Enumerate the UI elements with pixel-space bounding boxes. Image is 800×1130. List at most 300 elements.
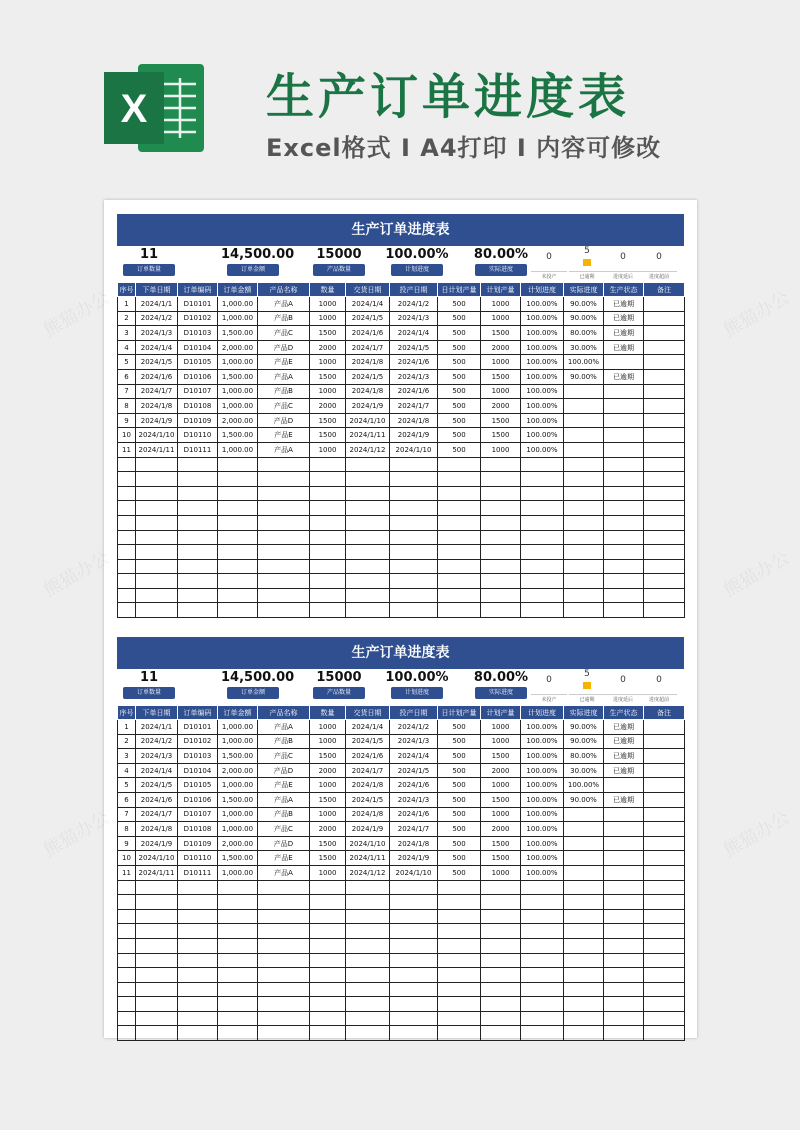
empty-cell[interactable] [604,880,644,895]
empty-cell[interactable] [218,574,258,589]
table-cell[interactable]: 2024/1/4 [136,340,178,355]
empty-cell[interactable] [564,880,604,895]
table-cell[interactable]: 7 [118,384,136,399]
table-cell[interactable]: 2024/1/5 [136,355,178,370]
empty-cell[interactable] [178,501,218,516]
table-cell[interactable]: 90.00% [564,792,604,807]
empty-cell[interactable] [481,457,521,472]
empty-cell[interactable] [521,880,564,895]
table-cell[interactable] [644,778,685,793]
empty-cell[interactable] [521,997,564,1012]
table-cell[interactable]: 1,000.00 [218,442,258,457]
empty-cell[interactable] [604,515,644,530]
table-cell[interactable]: D10105 [178,778,218,793]
table-cell[interactable] [564,865,604,880]
empty-cell[interactable] [310,1026,346,1041]
empty-cell[interactable] [438,545,481,560]
table-cell[interactable]: 5 [118,355,136,370]
empty-cell[interactable] [136,588,178,603]
empty-cell[interactable] [310,472,346,487]
empty-cell[interactable] [258,588,310,603]
table-cell[interactable] [604,822,644,837]
empty-cell[interactable] [438,1026,481,1041]
table-cell[interactable]: 2024/1/7 [136,807,178,822]
table-cell[interactable]: 100.00% [521,836,564,851]
table-cell[interactable]: 100.00% [521,297,564,312]
table-cell[interactable]: 1500 [481,792,521,807]
empty-cell[interactable] [438,515,481,530]
empty-cell[interactable] [310,895,346,910]
table-cell[interactable]: 8 [118,822,136,837]
table-cell[interactable]: 500 [438,413,481,428]
empty-cell[interactable] [258,486,310,501]
empty-cell[interactable] [178,1011,218,1026]
empty-cell[interactable] [564,457,604,472]
empty-cell[interactable] [564,909,604,924]
table-cell[interactable] [604,428,644,443]
table-cell[interactable]: 500 [438,792,481,807]
empty-cell[interactable] [118,603,136,618]
table-cell[interactable]: 1000 [481,355,521,370]
empty-cell[interactable] [481,486,521,501]
table-cell[interactable]: 500 [438,720,481,735]
table-cell[interactable]: 1000 [481,778,521,793]
empty-cell[interactable] [136,1011,178,1026]
empty-cell[interactable] [136,880,178,895]
empty-cell[interactable] [644,486,685,501]
empty-cell[interactable] [118,530,136,545]
table-cell[interactable]: 1500 [310,851,346,866]
table-cell[interactable]: D10108 [178,822,218,837]
table-cell[interactable]: D10101 [178,297,218,312]
table-cell[interactable]: 500 [438,428,481,443]
table-cell[interactable]: 产品B [258,384,310,399]
table-cell[interactable]: 500 [438,836,481,851]
empty-cell[interactable] [178,968,218,983]
table-cell[interactable] [644,763,685,778]
empty-cell[interactable] [604,982,644,997]
empty-cell[interactable] [604,953,644,968]
table-cell[interactable]: 2024/1/7 [346,340,390,355]
table-cell[interactable]: 2024/1/4 [390,326,438,341]
empty-cell[interactable] [604,924,644,939]
empty-cell[interactable] [644,895,685,910]
table-cell[interactable]: 1500 [481,749,521,764]
table-cell[interactable]: D10103 [178,749,218,764]
table-cell[interactable]: 2 [118,311,136,326]
empty-cell[interactable] [390,895,438,910]
table-cell[interactable]: 100.00% [521,413,564,428]
table-cell[interactable]: 2024/1/4 [390,749,438,764]
table-cell[interactable]: 1000 [310,297,346,312]
table-cell[interactable] [564,836,604,851]
empty-cell[interactable] [178,880,218,895]
table-cell[interactable]: 产品C [258,326,310,341]
empty-cell[interactable] [178,1026,218,1041]
empty-cell[interactable] [118,997,136,1012]
table-cell[interactable]: 2024/1/6 [346,326,390,341]
empty-cell[interactable] [136,982,178,997]
empty-cell[interactable] [310,880,346,895]
table-cell[interactable]: 500 [438,822,481,837]
empty-cell[interactable] [118,501,136,516]
empty-cell[interactable] [310,924,346,939]
empty-cell[interactable] [136,530,178,545]
table-cell[interactable]: 100.00% [521,340,564,355]
empty-cell[interactable] [258,472,310,487]
table-cell[interactable] [604,442,644,457]
table-cell[interactable] [644,749,685,764]
empty-cell[interactable] [644,588,685,603]
table-cell[interactable]: 6 [118,369,136,384]
empty-cell[interactable] [438,486,481,501]
empty-cell[interactable] [564,938,604,953]
table-cell[interactable]: 1000 [481,807,521,822]
table-cell[interactable]: 500 [438,734,481,749]
table-cell[interactable]: 2,000.00 [218,413,258,428]
empty-cell[interactable] [310,588,346,603]
table-cell[interactable]: 500 [438,442,481,457]
table-cell[interactable]: 2024/1/11 [136,865,178,880]
empty-cell[interactable] [218,982,258,997]
table-cell[interactable]: 2024/1/9 [390,428,438,443]
table-cell[interactable] [644,807,685,822]
table-cell[interactable]: 2024/1/3 [390,734,438,749]
table-cell[interactable]: 1500 [481,428,521,443]
table-cell[interactable]: D10109 [178,413,218,428]
table-cell[interactable]: 4 [118,340,136,355]
table-cell[interactable]: 2024/1/12 [346,865,390,880]
empty-cell[interactable] [218,559,258,574]
table-cell[interactable]: 5 [118,778,136,793]
empty-cell[interactable] [438,603,481,618]
empty-cell[interactable] [136,909,178,924]
empty-cell[interactable] [604,574,644,589]
empty-cell[interactable] [218,953,258,968]
empty-cell[interactable] [644,457,685,472]
empty-cell[interactable] [438,968,481,983]
empty-cell[interactable] [258,938,310,953]
table-cell[interactable]: 1500 [481,369,521,384]
empty-cell[interactable] [346,880,390,895]
empty-cell[interactable] [521,472,564,487]
table-cell[interactable] [644,720,685,735]
table-cell[interactable]: 100.00% [521,865,564,880]
table-cell[interactable]: 已逾期 [604,734,644,749]
empty-cell[interactable] [564,1011,604,1026]
empty-cell[interactable] [564,1026,604,1041]
empty-cell[interactable] [310,909,346,924]
table-cell[interactable] [644,836,685,851]
empty-cell[interactable] [644,1011,685,1026]
empty-cell[interactable] [346,530,390,545]
empty-cell[interactable] [346,603,390,618]
table-cell[interactable]: 500 [438,297,481,312]
empty-cell[interactable] [604,909,644,924]
empty-cell[interactable] [564,574,604,589]
table-cell[interactable]: 产品B [258,311,310,326]
empty-cell[interactable] [136,938,178,953]
empty-cell[interactable] [178,559,218,574]
empty-cell[interactable] [178,486,218,501]
table-cell[interactable]: 1000 [310,442,346,457]
table-cell[interactable]: 2024/1/9 [136,836,178,851]
empty-cell[interactable] [390,588,438,603]
table-cell[interactable]: 1,000.00 [218,734,258,749]
empty-cell[interactable] [310,501,346,516]
empty-cell[interactable] [178,982,218,997]
empty-cell[interactable] [521,938,564,953]
empty-cell[interactable] [604,997,644,1012]
empty-cell[interactable] [438,909,481,924]
table-cell[interactable]: 2024/1/8 [136,399,178,414]
empty-cell[interactable] [258,515,310,530]
empty-cell[interactable] [390,924,438,939]
empty-cell[interactable] [564,982,604,997]
table-cell[interactable]: 已逾期 [604,297,644,312]
table-cell[interactable]: 11 [118,442,136,457]
table-cell[interactable]: 1500 [481,413,521,428]
empty-cell[interactable] [118,486,136,501]
table-cell[interactable] [644,384,685,399]
table-cell[interactable]: 90.00% [564,734,604,749]
table-cell[interactable]: 1,500.00 [218,792,258,807]
empty-cell[interactable] [521,559,564,574]
empty-cell[interactable] [218,1026,258,1041]
table-cell[interactable]: 4 [118,763,136,778]
empty-cell[interactable] [118,559,136,574]
table-cell[interactable]: 2024/1/10 [136,851,178,866]
table-cell[interactable]: 1500 [310,792,346,807]
table-cell[interactable]: 2024/1/2 [136,311,178,326]
table-cell[interactable]: 2024/1/9 [390,851,438,866]
empty-cell[interactable] [218,909,258,924]
empty-cell[interactable] [438,895,481,910]
table-cell[interactable]: 2024/1/11 [346,428,390,443]
empty-cell[interactable] [118,895,136,910]
empty-cell[interactable] [310,968,346,983]
empty-cell[interactable] [521,953,564,968]
empty-cell[interactable] [218,924,258,939]
empty-cell[interactable] [644,997,685,1012]
empty-cell[interactable] [390,1026,438,1041]
empty-cell[interactable] [438,530,481,545]
table-cell[interactable]: 2024/1/9 [136,413,178,428]
empty-cell[interactable] [178,530,218,545]
table-cell[interactable] [604,778,644,793]
table-cell[interactable]: 2024/1/6 [390,355,438,370]
empty-cell[interactable] [346,982,390,997]
table-cell[interactable]: 11 [118,865,136,880]
empty-cell[interactable] [346,953,390,968]
empty-cell[interactable] [438,472,481,487]
empty-cell[interactable] [644,574,685,589]
empty-cell[interactable] [438,1011,481,1026]
empty-cell[interactable] [481,574,521,589]
table-cell[interactable]: 1,000.00 [218,297,258,312]
empty-cell[interactable] [118,457,136,472]
table-cell[interactable]: D10107 [178,384,218,399]
empty-cell[interactable] [310,457,346,472]
table-cell[interactable]: 2024/1/8 [390,836,438,851]
table-cell[interactable]: 2,000.00 [218,836,258,851]
table-cell[interactable]: 3 [118,326,136,341]
empty-cell[interactable] [310,545,346,560]
table-cell[interactable]: 2024/1/7 [390,822,438,837]
table-cell[interactable]: 已逾期 [604,326,644,341]
table-cell[interactable]: D10104 [178,340,218,355]
table-cell[interactable]: 1,000.00 [218,311,258,326]
empty-cell[interactable] [564,997,604,1012]
empty-cell[interactable] [346,515,390,530]
empty-cell[interactable] [346,472,390,487]
table-cell[interactable]: 2024/1/11 [346,851,390,866]
table-cell[interactable]: 1500 [310,326,346,341]
empty-cell[interactable] [521,588,564,603]
empty-cell[interactable] [521,909,564,924]
empty-cell[interactable] [118,968,136,983]
table-cell[interactable]: 2024/1/5 [390,763,438,778]
empty-cell[interactable] [438,457,481,472]
empty-cell[interactable] [564,588,604,603]
empty-cell[interactable] [564,472,604,487]
table-cell[interactable]: 500 [438,340,481,355]
empty-cell[interactable] [136,1026,178,1041]
empty-cell[interactable] [438,953,481,968]
empty-cell[interactable] [644,515,685,530]
empty-cell[interactable] [346,501,390,516]
table-cell[interactable]: 2024/1/6 [390,384,438,399]
empty-cell[interactable] [310,938,346,953]
table-cell[interactable]: 2024/1/3 [390,311,438,326]
empty-cell[interactable] [310,1011,346,1026]
table-cell[interactable]: 2024/1/10 [390,865,438,880]
empty-cell[interactable] [521,924,564,939]
table-cell[interactable]: 产品E [258,355,310,370]
table-cell[interactable]: 30.00% [564,763,604,778]
empty-cell[interactable] [521,486,564,501]
empty-cell[interactable] [178,938,218,953]
table-cell[interactable]: 产品A [258,442,310,457]
table-cell[interactable]: 1000 [310,734,346,749]
empty-cell[interactable] [438,501,481,516]
empty-cell[interactable] [178,953,218,968]
table-cell[interactable] [604,384,644,399]
empty-cell[interactable] [564,501,604,516]
table-cell[interactable] [564,822,604,837]
empty-cell[interactable] [178,472,218,487]
table-cell[interactable]: 100.00% [521,720,564,735]
empty-cell[interactable] [390,486,438,501]
empty-cell[interactable] [136,968,178,983]
empty-cell[interactable] [118,982,136,997]
empty-cell[interactable] [346,545,390,560]
table-cell[interactable] [564,428,604,443]
table-cell[interactable]: 2024/1/8 [346,384,390,399]
table-cell[interactable]: 10 [118,851,136,866]
table-cell[interactable] [564,851,604,866]
empty-cell[interactable] [346,938,390,953]
empty-cell[interactable] [390,530,438,545]
empty-cell[interactable] [438,982,481,997]
table-cell[interactable]: 500 [438,749,481,764]
table-cell[interactable]: 2024/1/9 [346,399,390,414]
empty-cell[interactable] [481,545,521,560]
table-cell[interactable]: 2024/1/6 [390,778,438,793]
empty-cell[interactable] [521,530,564,545]
empty-cell[interactable] [604,486,644,501]
table-cell[interactable]: 2024/1/12 [346,442,390,457]
table-cell[interactable]: 1500 [310,836,346,851]
table-cell[interactable]: 产品A [258,865,310,880]
table-cell[interactable]: 2,000.00 [218,340,258,355]
empty-cell[interactable] [178,924,218,939]
table-cell[interactable] [564,807,604,822]
empty-cell[interactable] [218,588,258,603]
table-cell[interactable]: 已逾期 [604,311,644,326]
empty-cell[interactable] [644,880,685,895]
table-cell[interactable]: 500 [438,763,481,778]
empty-cell[interactable] [178,574,218,589]
table-cell[interactable]: 2024/1/1 [136,297,178,312]
table-cell[interactable]: D10111 [178,442,218,457]
table-cell[interactable]: 2024/1/6 [390,807,438,822]
table-cell[interactable]: 1000 [310,311,346,326]
table-cell[interactable]: 产品A [258,297,310,312]
empty-cell[interactable] [136,574,178,589]
empty-cell[interactable] [481,559,521,574]
empty-cell[interactable] [481,924,521,939]
table-cell[interactable]: 2024/1/4 [136,763,178,778]
empty-cell[interactable] [390,457,438,472]
table-cell[interactable]: 500 [438,399,481,414]
empty-cell[interactable] [310,574,346,589]
table-cell[interactable]: 2024/1/4 [346,297,390,312]
table-cell[interactable] [644,297,685,312]
empty-cell[interactable] [481,982,521,997]
table-cell[interactable]: 1000 [310,384,346,399]
empty-cell[interactable] [644,924,685,939]
table-cell[interactable]: 80.00% [564,749,604,764]
table-cell[interactable]: 产品D [258,413,310,428]
empty-cell[interactable] [258,997,310,1012]
table-cell[interactable]: 2024/1/8 [346,807,390,822]
table-cell[interactable]: 1,000.00 [218,384,258,399]
table-cell[interactable]: D10102 [178,311,218,326]
table-cell[interactable]: 2024/1/6 [136,369,178,384]
table-cell[interactable]: 1500 [310,749,346,764]
empty-cell[interactable] [604,501,644,516]
table-cell[interactable]: 2000 [310,340,346,355]
empty-cell[interactable] [136,515,178,530]
table-cell[interactable]: D10102 [178,734,218,749]
empty-cell[interactable] [564,953,604,968]
table-cell[interactable]: 2024/1/7 [390,399,438,414]
table-cell[interactable] [644,326,685,341]
table-cell[interactable]: 产品E [258,851,310,866]
empty-cell[interactable] [644,1026,685,1041]
table-cell[interactable]: 1,500.00 [218,428,258,443]
table-cell[interactable]: 1,000.00 [218,720,258,735]
empty-cell[interactable] [218,545,258,560]
empty-cell[interactable] [310,559,346,574]
table-cell[interactable]: 2024/1/10 [136,428,178,443]
table-cell[interactable]: 100.00% [521,763,564,778]
table-cell[interactable]: 1,500.00 [218,749,258,764]
table-cell[interactable]: 2024/1/3 [390,792,438,807]
empty-cell[interactable] [438,559,481,574]
empty-cell[interactable] [136,559,178,574]
